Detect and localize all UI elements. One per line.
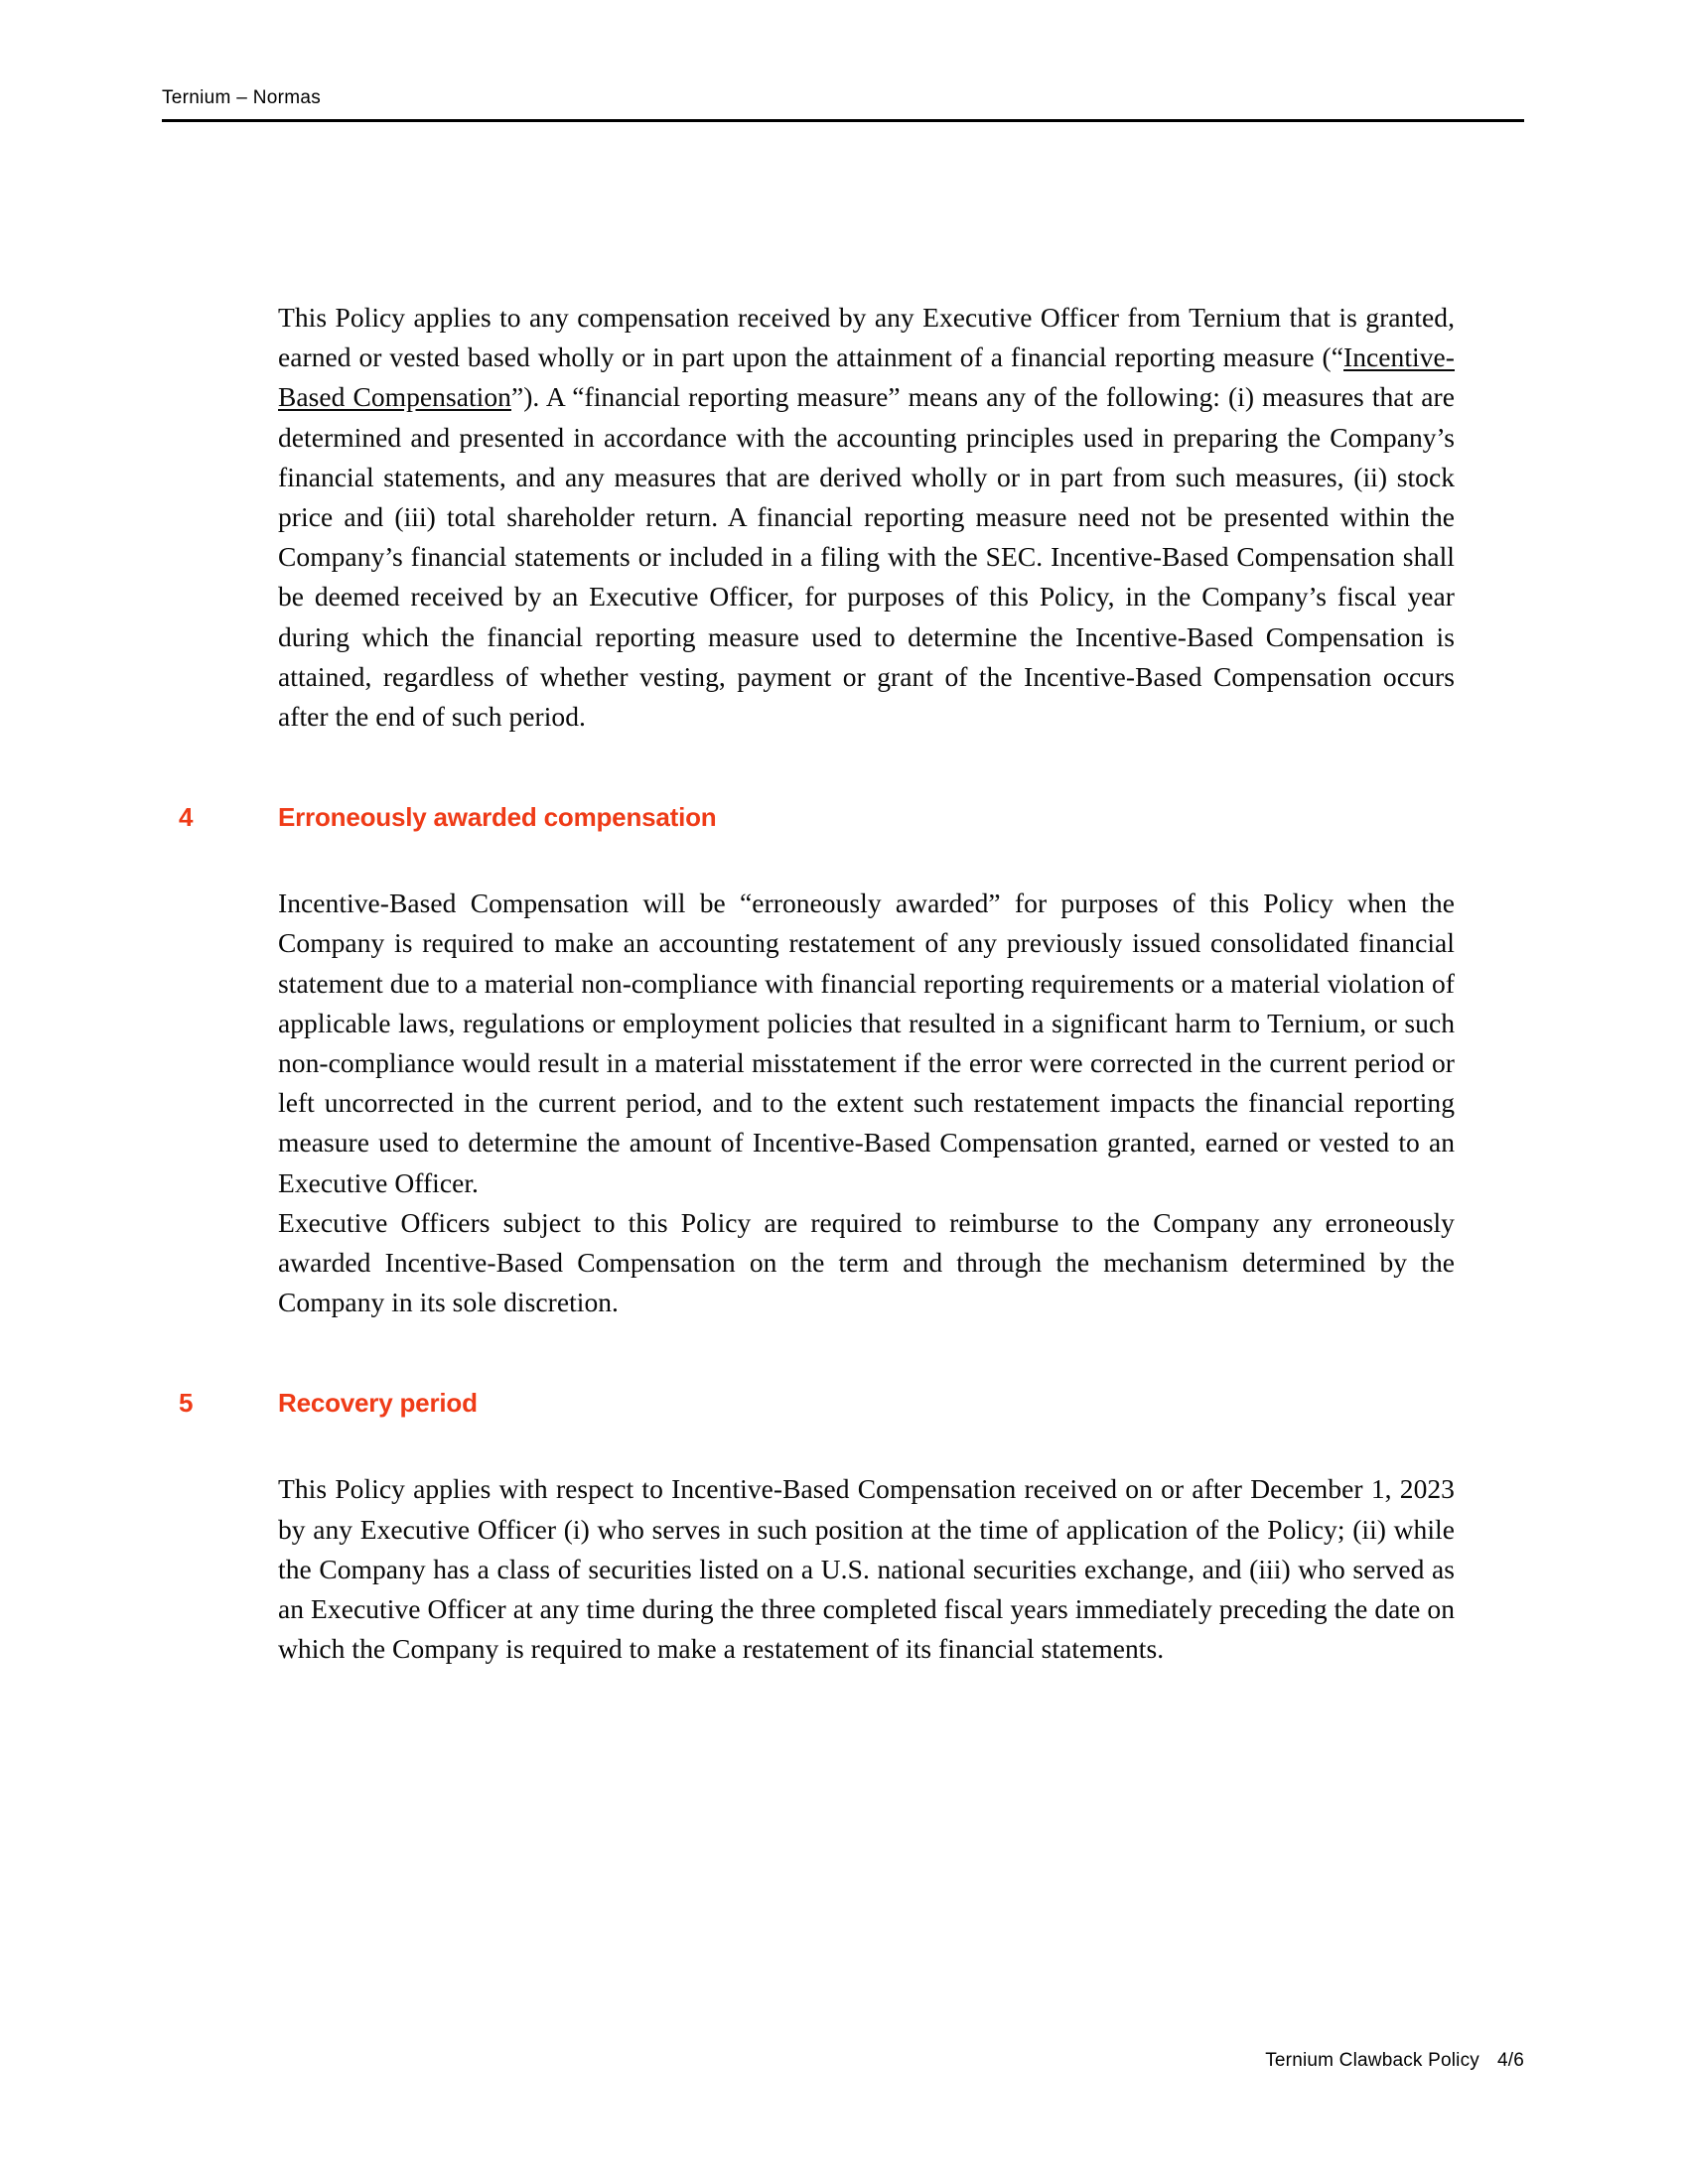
section-5-paragraph-1: This Policy applies with respect to Incentive-Based Compensation received on or after December 1, 2023 by any Executive Officer (i) who serves in such position at the time of application of the Policy; (ii) while the Company has a class of securities listed on a U.S. national securities exchange, and (iii) who served as an Executive Officer at any time during the three completed fiscal years immediately preceding the date on which the Company is required to make a restatement of its financial statements. [278, 1473, 1455, 1665]
spacer [179, 1424, 1470, 1469]
header-title: Ternium – Normas [162, 87, 322, 108]
page-header [162, 87, 1524, 122]
section-title-5: Recovery period [278, 1388, 478, 1419]
section-4-paragraph-2: Executive Officers subject to this Policy are required to reimburse to the Company any erroneously awarded Incentive-Based Compensation on the term and through the mechanism determined by the Company in its sole discretion. [278, 1206, 1455, 1318]
page-footer [162, 2050, 1524, 2072]
spacer [179, 1322, 1470, 1388]
section-heading-4 [179, 802, 1470, 838]
intro-paragraph [278, 298, 1455, 737]
spacer [179, 838, 1470, 884]
section-title-4: Erroneously awarded compensation [278, 802, 717, 833]
section-number-4: 4 [179, 802, 194, 833]
spacer [179, 737, 1470, 802]
section-4-paragraph-1: Incentive-Based Compensation will be “erroneously awarded” for purposes of this Policy when the Company is required to make an accounting restatement of any previously issued consolidated financial statement due to a material non-compliance with financial reporting requirements or a material violation of applicable laws, regulations or employment policies that resulted in a significant harm to Ternium, or such non-compliance would result in a material misstatement if the error were corrected in the current period or left uncorrected in the current period, and to the extent such restatement impacts the financial reporting measure used to determine the amount of Incentive-Based Compensation granted, earned or vested to an Executive Officer. [278, 887, 1455, 1198]
header-divider [162, 119, 1524, 122]
defined-term-incentive-based-compensation: Incentive-Based Compensation [278, 341, 1455, 413]
document-body [179, 298, 1470, 1669]
intro-paragraph-part1: This Policy applies to any compensation received by any Executive Officer from Ternium that is granted, earned or vested based wholly or in part upon the attainment of a financial reporting measure (“ [278, 302, 1455, 373]
footer-page-number: 4/6 [1496, 2050, 1524, 2071]
section-number-5: 5 [179, 1388, 194, 1419]
section-heading-5 [179, 1388, 1470, 1424]
footer-document-name: Ternium Clawback Policy [1265, 2050, 1479, 2071]
intro-paragraph-part2: ”). A “financial reporting measure” means any of the following: (i) measures that are determined and presented in accordance with the accounting principles used in preparing the Company’s financial statements, and any measures that are derived wholly or in part from such measures, (ii) stock price and (iii) total shareholder return. A financial reporting measure need not be presented within the Company’s financial statements or included in a filing with the SEC. Incentive-Based Compensation shall be deemed received by an Executive Officer, for purposes of this Policy, in the Company’s fiscal year during which the financial reporting measure used to determine the Incentive-Based Compensation is attained, regardless of whether vesting, payment or grant of the Incentive-Based Compensation occurs after the end of such period. [278, 381, 1455, 733]
